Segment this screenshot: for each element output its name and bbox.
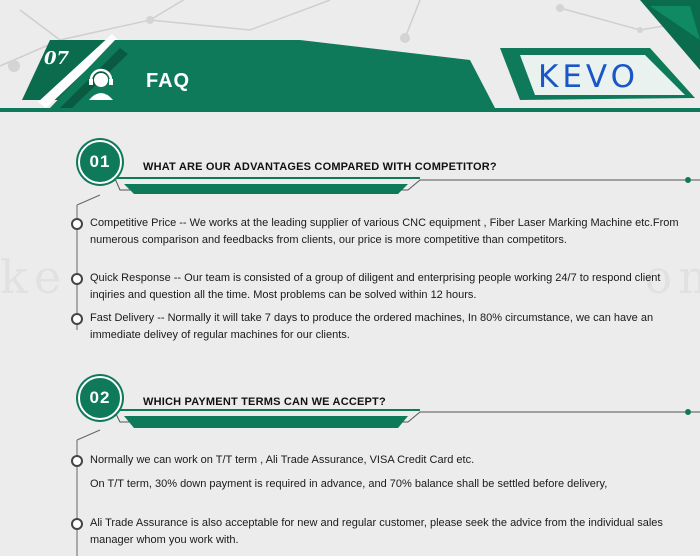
bullet-icon	[71, 455, 83, 467]
section-number: 07	[44, 48, 70, 69]
bullet-icon	[71, 273, 83, 285]
answer-paragraph: Quick Response -- Our team is consisted of a group of diligent and enterprising people working 24/7 to respond client inqiries and question all the time. Most problems can be solved within 12 hours.	[90, 272, 661, 301]
bullet-icon	[71, 313, 83, 325]
answer-paragraph: Fast Delivery -- Normally it will take 7 days to produce the ordered machines, In 80% circumstance, we can have an immediate delivey of regular machines for our clients.	[90, 312, 654, 341]
question-number-badge: 02	[78, 376, 122, 420]
question-heading: WHICH PAYMENT TERMS CAN WE ACCEPT?	[143, 396, 386, 408]
page-title: FAQ	[146, 70, 191, 92]
answer-paragraph: Competitive Price -- We works at the leading supplier of various CNC equipment , Fiber Laser Marking Machine etc.From numerous comparison and feedbacks from clients, our price is more competitive than competitors.	[90, 217, 679, 246]
question-heading: WHAT ARE OUR ADVANTAGES COMPARED WITH COMPETITOR?	[143, 161, 497, 173]
answer-paragraph: Normally we can work on T/T term , Ali Trade Assurance, VISA Credit Card etc.	[90, 454, 475, 466]
brand-logo: KEVO	[538, 59, 639, 95]
bullet-icon	[71, 518, 83, 530]
answer-paragraph: Ali Trade Assurance is also acceptable for new and regular customer, please seek the advice from the individual sales manager whom you work with.	[90, 517, 663, 546]
question-number-badge: 01	[78, 140, 122, 184]
bullet-icon	[71, 218, 83, 230]
answer-paragraph: On T/T term, 30% down payment is required in advance, and 70% balance shall be settled before delivery,	[90, 478, 608, 490]
